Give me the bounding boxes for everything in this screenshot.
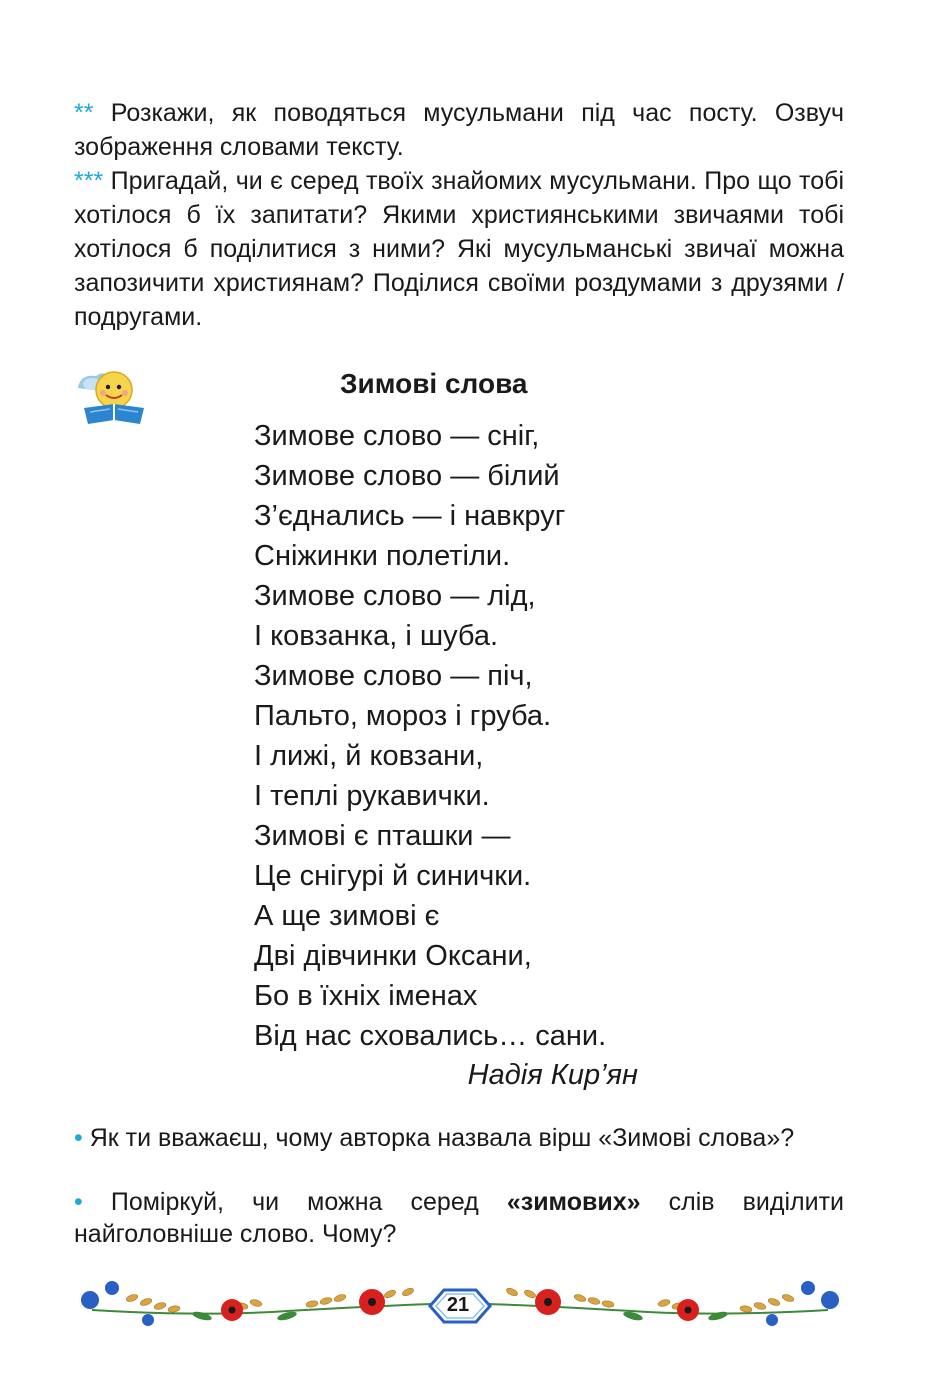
poem-line: Це снігурі й синички. xyxy=(254,860,532,892)
poem-line: Зимове слово — білий xyxy=(254,460,560,492)
question-2-text-start: Поміркуй, чи можна серед xyxy=(110,1188,507,1216)
poem-line: Пальто, мороз і груба. xyxy=(254,700,552,732)
question-2-bold-word: «зимових» xyxy=(506,1188,641,1216)
poem-line: І ковзанка, і шуба. xyxy=(254,620,499,652)
poem-line: Зимові є пташки — xyxy=(254,820,511,852)
poem-line: Зимове слово — лід, xyxy=(254,580,536,612)
page-number: 21 xyxy=(446,1294,470,1316)
poem-line: І теплі рукавички. xyxy=(254,780,490,812)
poem-author: Надія Кир’ян xyxy=(467,1059,638,1091)
poem-title: Зимові слова xyxy=(340,368,528,399)
two-stars-marker: ** xyxy=(74,99,94,127)
poem-line: З’єднались — і навкруг xyxy=(254,500,566,532)
task-three-stars-text: Пригадай, чи є серед твоїх знайомих мусульмани. Про що тобі хотілося б їх запитати? Якими християнськими звичаями тобі хотілося б поділитися з ними? Які мусульманські звичаї можна запозичити християнам? Поділися своїми роздумами з друзями / подругами. xyxy=(74,167,845,331)
poem-line: Сніжинки полетіли. xyxy=(254,540,511,572)
task-two-stars xyxy=(74,96,844,164)
poem-line: А ще зимові є xyxy=(254,900,440,932)
poem-body xyxy=(254,416,606,1056)
reading-child-icon xyxy=(70,366,150,430)
poem-line: Зимове слово — сніг, xyxy=(254,420,540,452)
poem-line: Бо в їхніх іменах xyxy=(254,980,478,1012)
poem-line: Дві дівчинки Оксани, xyxy=(254,940,532,972)
question-2-text-end: слів виділити найголовніше слово. Чому? xyxy=(74,1188,845,1248)
task-two-stars-text: Розкажи, як поводяться мусульмани під час посту. Озвуч зображення словами тексту. xyxy=(74,99,845,161)
bullet-marker: • xyxy=(74,1124,83,1152)
question-1-text: Як ти вважаєш, чому авторка назвала вірш «Зимові слова»? xyxy=(89,1124,795,1152)
bullet-marker: • xyxy=(74,1188,83,1216)
poem-line: Від нас сховались… сани. xyxy=(254,1020,607,1052)
question-1 xyxy=(74,1122,844,1154)
poem-line: І лижі, й ковзани, xyxy=(254,740,484,772)
poem-line: Зимове слово — піч, xyxy=(254,660,533,692)
task-three-stars xyxy=(74,164,844,334)
three-stars-marker: *** xyxy=(74,167,104,195)
question-2 xyxy=(74,1186,844,1250)
